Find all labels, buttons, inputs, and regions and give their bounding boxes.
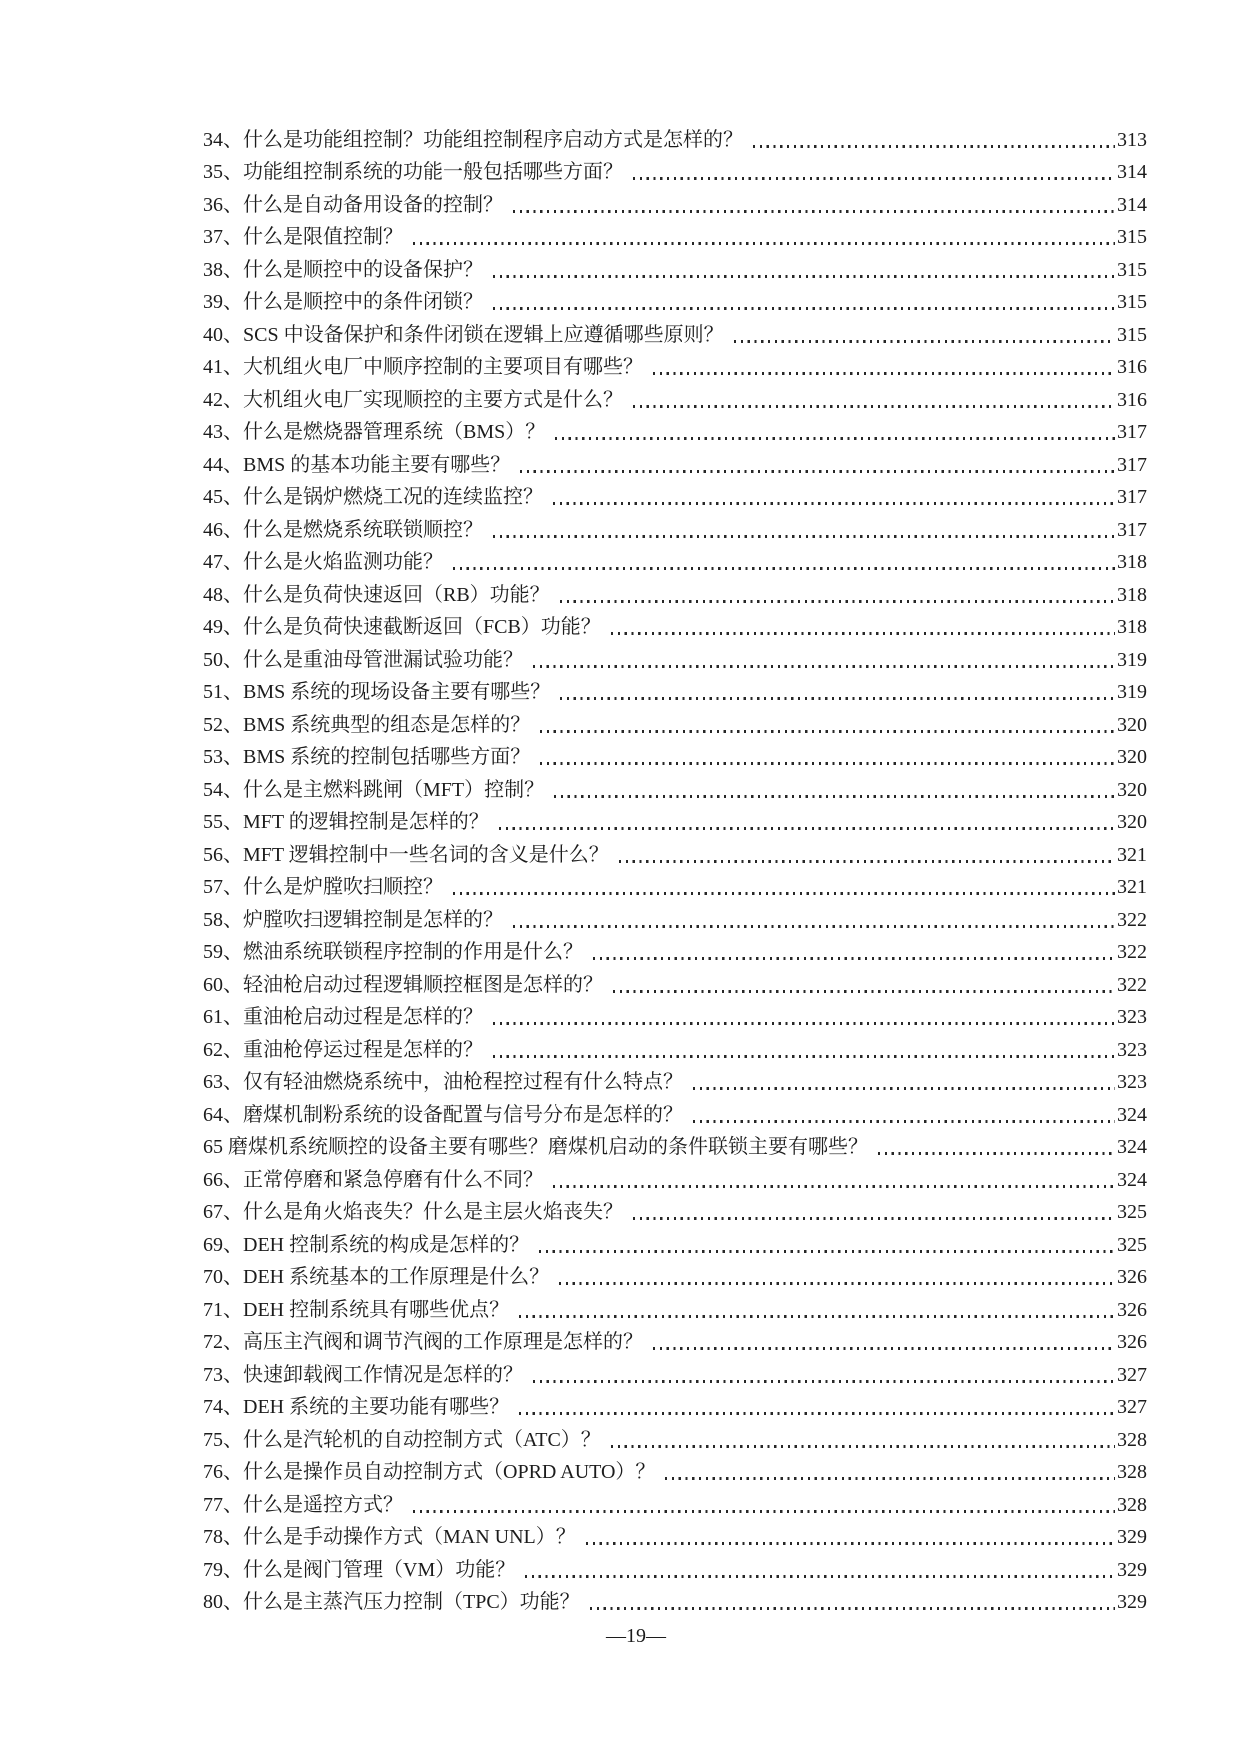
toc-entry-label: 61、重油枪启动过程是怎样的？ [203, 1006, 483, 1028]
toc-entry[interactable] [203, 607, 1147, 640]
toc-entry-page: 329 [1117, 1558, 1147, 1581]
toc-entry-page: 322 [1117, 973, 1147, 996]
toc-entry[interactable] [203, 1387, 1147, 1420]
toc-leader-dots [540, 730, 1115, 733]
toc-entry-label: 35、功能组控制系统的功能一般包括哪些方面？ [203, 161, 623, 183]
toc-leader-dots [453, 892, 1115, 895]
toc-entry-label: 56、MFT 逻辑控制中一些名词的含义是什么？ [203, 843, 609, 866]
toc-entry[interactable] [203, 1192, 1147, 1225]
toc-entry[interactable] [203, 347, 1147, 380]
toc-leader-dots [519, 1412, 1115, 1415]
toc-entry[interactable] [203, 444, 1147, 477]
toc-entry-label: 34、什么是功能组控制？功能组控制程序启动方式是怎样的？ [203, 128, 743, 151]
toc-entry-page: 317 [1117, 518, 1147, 541]
toc-entry-label: 39、什么是顺控中的条件闭锁？ [203, 291, 483, 313]
toc-entry[interactable] [203, 737, 1147, 770]
toc-leader-dots [693, 1120, 1115, 1123]
toc-entry-label: 37、什么是限值控制？ [203, 226, 403, 248]
toc-entry-page: 321 [1117, 843, 1147, 866]
toc-entry-page: 316 [1117, 388, 1147, 411]
toc-leader-dots [519, 1315, 1115, 1318]
toc-entry-label: 70、DEH 系统基本的工作原理是什么？ [203, 1266, 550, 1288]
toc-entry-label: 59、燃油系统联锁程序控制的作用是什么？ [203, 941, 583, 963]
toc-entry-page: 327 [1117, 1363, 1147, 1386]
toc-entry-label: 53、BMS 系统的控制包括哪些方面？ [203, 746, 531, 768]
toc-leader-dots [553, 1185, 1115, 1188]
toc-leader-dots [493, 275, 1115, 278]
toc-entry-label: 36、什么是自动备用设备的控制？ [203, 193, 503, 216]
toc-entry-page: 320 [1117, 811, 1147, 833]
toc-entry-page: 320 [1117, 713, 1147, 736]
toc-entry-label: 65 磨煤机系统顺控的设备主要有哪些？磨煤机启动的条件联锁主要有哪些？ [203, 1136, 868, 1158]
toc-entry[interactable] [203, 1127, 1147, 1160]
toc-entry-label: 73、快速卸载阀工作情况是怎样的？ [203, 1363, 523, 1386]
toc-entry-label: 80、什么是主蒸汽压力控制（TPC）功能？ [203, 1591, 580, 1613]
toc-entry-label: 38、什么是顺控中的设备保护？ [203, 258, 483, 281]
toc-entry-page: 325 [1117, 1201, 1147, 1223]
toc-entry-page: 313 [1117, 128, 1147, 151]
toc-leader-dots [878, 1152, 1115, 1155]
toc-entry-page: 320 [1117, 778, 1147, 801]
toc-leader-dots [586, 1542, 1115, 1545]
toc-entry-page: 317 [1117, 421, 1147, 443]
toc-leader-dots [633, 405, 1115, 408]
toc-entry-page: 322 [1117, 941, 1147, 963]
toc-entry[interactable] [203, 1517, 1147, 1550]
toc-leader-dots [539, 1250, 1115, 1253]
toc-entry-page: 326 [1117, 1331, 1147, 1353]
toc-entry[interactable] [203, 834, 1147, 867]
toc-entry[interactable] [203, 477, 1147, 510]
toc-leader-dots [593, 957, 1115, 960]
toc-entry[interactable] [203, 542, 1147, 575]
toc-leader-dots [533, 1380, 1115, 1383]
toc-entry[interactable] [203, 1224, 1147, 1257]
toc-leader-dots [611, 632, 1115, 635]
toc-leader-dots [559, 1282, 1115, 1285]
toc-entry-page: 329 [1117, 1591, 1147, 1613]
toc-entry[interactable] [203, 152, 1147, 185]
toc-entry-label: 76、什么是操作员自动控制方式（OPRD AUTO）？ [203, 1461, 656, 1483]
toc-entry[interactable] [203, 769, 1147, 802]
toc-entry-label: 48、什么是负荷快速返回（RB）功能？ [203, 583, 550, 606]
toc-entry[interactable] [203, 932, 1147, 965]
toc-entry-page: 317 [1117, 453, 1147, 476]
toc-leader-dots [513, 210, 1115, 213]
toc-entry[interactable] [203, 1159, 1147, 1192]
toc-entry[interactable] [203, 704, 1147, 737]
toc-entry-label: 42、大机组火电厂实现顺控的主要方式是什么？ [203, 388, 623, 411]
toc-entry-label: 66、正常停磨和紧急停磨有什么不同？ [203, 1168, 543, 1191]
toc-leader-dots [665, 1477, 1115, 1480]
toc-entry[interactable] [203, 1549, 1147, 1582]
toc-entry[interactable] [203, 509, 1147, 542]
toc-leader-dots [633, 177, 1115, 180]
toc-leader-dots [633, 1217, 1115, 1220]
toc-entry-label: 46、什么是燃烧系统联锁顺控？ [203, 518, 483, 541]
toc-entry-page: 321 [1117, 876, 1147, 898]
toc-entry[interactable] [203, 899, 1147, 932]
toc-leader-dots [413, 242, 1115, 245]
toc-entry-label: 49、什么是负荷快速截断返回（FCB）功能？ [203, 616, 601, 638]
toc-entry[interactable] [203, 217, 1147, 250]
toc-entry[interactable] [203, 639, 1147, 672]
toc-leader-dots [555, 437, 1115, 440]
toc-leader-dots [613, 990, 1115, 993]
toc-leader-dots [533, 665, 1115, 668]
toc-entry-label: 45、什么是锅炉燃烧工况的连续监控？ [203, 486, 543, 508]
toc-entry[interactable] [203, 672, 1147, 705]
toc-leader-dots [753, 145, 1115, 148]
toc-entry-label: 63、仅有轻油燃烧系统中，油枪程控过程有什么特点？ [203, 1071, 683, 1093]
toc-entry-label: 40、SCS 中设备保护和条件闭锁在逻辑上应遵循哪些原则？ [203, 323, 724, 346]
toc-entry-label: 78、什么是手动操作方式（MAN UNL）？ [203, 1526, 576, 1548]
toc-entry[interactable] [203, 1452, 1147, 1485]
toc-entry-page: 319 [1117, 648, 1147, 671]
toc-entry-label: 60、轻油枪启动过程逻辑顺控框图是怎样的？ [203, 973, 603, 996]
toc-entry-page: 327 [1117, 1396, 1147, 1418]
toc-entry[interactable] [203, 379, 1147, 412]
toc-entry-page: 320 [1117, 746, 1147, 768]
toc-entry-page: 318 [1117, 583, 1147, 606]
toc-entry-page: 324 [1117, 1168, 1147, 1191]
toc-entry-page: 323 [1117, 1006, 1147, 1028]
page-number-footer: —19— [606, 1625, 666, 1647]
toc-entry-label: 41、大机组火电厂中顺序控制的主要项目有哪些？ [203, 356, 643, 378]
toc-leader-dots [590, 1607, 1115, 1610]
toc-entry[interactable] [203, 1289, 1147, 1322]
toc-entry-label: 74、DEH 系统的主要功能有哪些？ [203, 1396, 510, 1418]
toc-entry-page: 324 [1117, 1136, 1147, 1158]
toc-entry-label: 75、什么是汽轮机的自动控制方式（ATC）？ [203, 1428, 601, 1451]
toc-entry-page: 316 [1117, 356, 1147, 378]
toc-leader-dots [493, 535, 1115, 538]
toc-entry-label: 77、什么是遥控方式？ [203, 1493, 403, 1516]
toc-entry-page: 315 [1117, 258, 1147, 281]
toc-entry-page: 328 [1117, 1428, 1147, 1451]
toc-entry-page: 322 [1117, 908, 1147, 931]
toc-entry[interactable] [203, 412, 1147, 445]
toc-leader-dots [560, 600, 1115, 603]
toc-entry-label: 52、BMS 系统典型的组态是怎样的？ [203, 713, 531, 736]
toc-entry-page: 326 [1117, 1298, 1147, 1321]
toc-entry-label: 51、BMS 系统的现场设备主要有哪些？ [203, 681, 551, 703]
toc-entry[interactable] [203, 964, 1147, 997]
toc-entry[interactable] [203, 1029, 1147, 1062]
toc-entry[interactable] [203, 249, 1147, 282]
toc-list [203, 119, 1147, 1614]
toc-leader-dots [653, 1347, 1115, 1350]
toc-entry-label: 50、什么是重油母管泄漏试验功能？ [203, 648, 523, 671]
toc-entry-label: 64、磨煤机制粉系统的设备配置与信号分布是怎样的？ [203, 1103, 683, 1126]
toc-leader-dots [540, 762, 1115, 765]
toc-leader-dots [734, 340, 1115, 343]
toc-leader-dots [611, 1445, 1115, 1448]
toc-leader-dots [493, 1022, 1115, 1025]
toc-entry-page: 326 [1117, 1266, 1147, 1288]
toc-leader-dots [693, 1087, 1115, 1090]
toc-entry[interactable] [203, 1582, 1147, 1615]
toc-entry[interactable] [203, 1322, 1147, 1355]
toc-entry-page: 319 [1117, 681, 1147, 703]
toc-entry[interactable] [203, 1484, 1147, 1517]
toc-entry[interactable] [203, 1094, 1147, 1127]
toc-leader-dots [553, 502, 1115, 505]
toc-leader-dots [619, 860, 1115, 863]
toc-entry-label: 62、重油枪停运过程是怎样的？ [203, 1038, 483, 1061]
toc-entry-label: 47、什么是火焰监测功能？ [203, 551, 443, 573]
toc-entry-page: 323 [1117, 1071, 1147, 1093]
toc-leader-dots [525, 1575, 1115, 1578]
toc-entry[interactable] [203, 997, 1147, 1030]
toc-entry-label: 67、什么是角火焰丧失？什么是主层火焰丧失？ [203, 1201, 623, 1223]
toc-leader-dots [653, 372, 1115, 375]
toc-entry[interactable] [203, 1257, 1147, 1290]
toc-entry[interactable] [203, 1062, 1147, 1095]
toc-entry-label: 69、DEH 控制系统的构成是怎样的？ [203, 1233, 530, 1256]
toc-entry-page: 317 [1117, 486, 1147, 508]
toc-entry-page: 329 [1117, 1526, 1147, 1548]
toc-entry-page: 315 [1117, 323, 1147, 346]
toc-entry[interactable] [203, 119, 1147, 152]
toc-entry-label: 43、什么是燃烧器管理系统（BMS）？ [203, 421, 546, 443]
toc-leader-dots [413, 1510, 1115, 1513]
toc-leader-dots [493, 307, 1115, 310]
toc-leader-dots [493, 1055, 1115, 1058]
toc-entry-page: 328 [1117, 1461, 1147, 1483]
toc-entry[interactable] [203, 802, 1147, 835]
toc-leader-dots [560, 697, 1115, 700]
toc-entry-page: 318 [1117, 616, 1147, 638]
toc-entry-label: 58、炉膛吹扫逻辑控制是怎样的？ [203, 908, 503, 931]
toc-entry[interactable] [203, 314, 1147, 347]
toc-entry-page: 315 [1117, 226, 1147, 248]
toc-leader-dots [499, 827, 1115, 830]
toc-entry-label: 79、什么是阀门管理（VM）功能？ [203, 1558, 516, 1581]
toc-entry-label: 72、高压主汽阀和调节汽阀的工作原理是怎样的？ [203, 1331, 643, 1353]
toc-entry-label: 54、什么是主燃料跳闸（MFT）控制？ [203, 778, 545, 801]
toc-entry[interactable] [203, 1419, 1147, 1452]
toc-entry[interactable] [203, 1354, 1147, 1387]
toc-leader-dots [453, 567, 1115, 570]
toc-entry-page: 325 [1117, 1233, 1147, 1256]
toc-entry-page: 328 [1117, 1493, 1147, 1516]
toc-entry-label: 44、BMS 的基本功能主要有哪些？ [203, 453, 511, 476]
toc-leader-dots [513, 925, 1115, 928]
toc-entry-page: 314 [1117, 161, 1147, 183]
toc-entry[interactable] [203, 184, 1147, 217]
toc-entry[interactable] [203, 574, 1147, 607]
toc-entry-label: 57、什么是炉膛吹扫顺控？ [203, 876, 443, 898]
toc-entry-page: 318 [1117, 551, 1147, 573]
toc-leader-dots [520, 470, 1115, 473]
toc-entry-page: 314 [1117, 193, 1147, 216]
toc-entry-page: 324 [1117, 1103, 1147, 1126]
toc-entry-label: 71、DEH 控制系统具有哪些优点？ [203, 1298, 510, 1321]
toc-entry[interactable] [203, 867, 1147, 900]
toc-entry[interactable] [203, 282, 1147, 315]
toc-entry-page: 323 [1117, 1038, 1147, 1061]
toc-entry-page: 315 [1117, 291, 1147, 313]
toc-entry-label: 55、MFT 的逻辑控制是怎样的？ [203, 811, 489, 833]
toc-leader-dots [554, 795, 1115, 798]
